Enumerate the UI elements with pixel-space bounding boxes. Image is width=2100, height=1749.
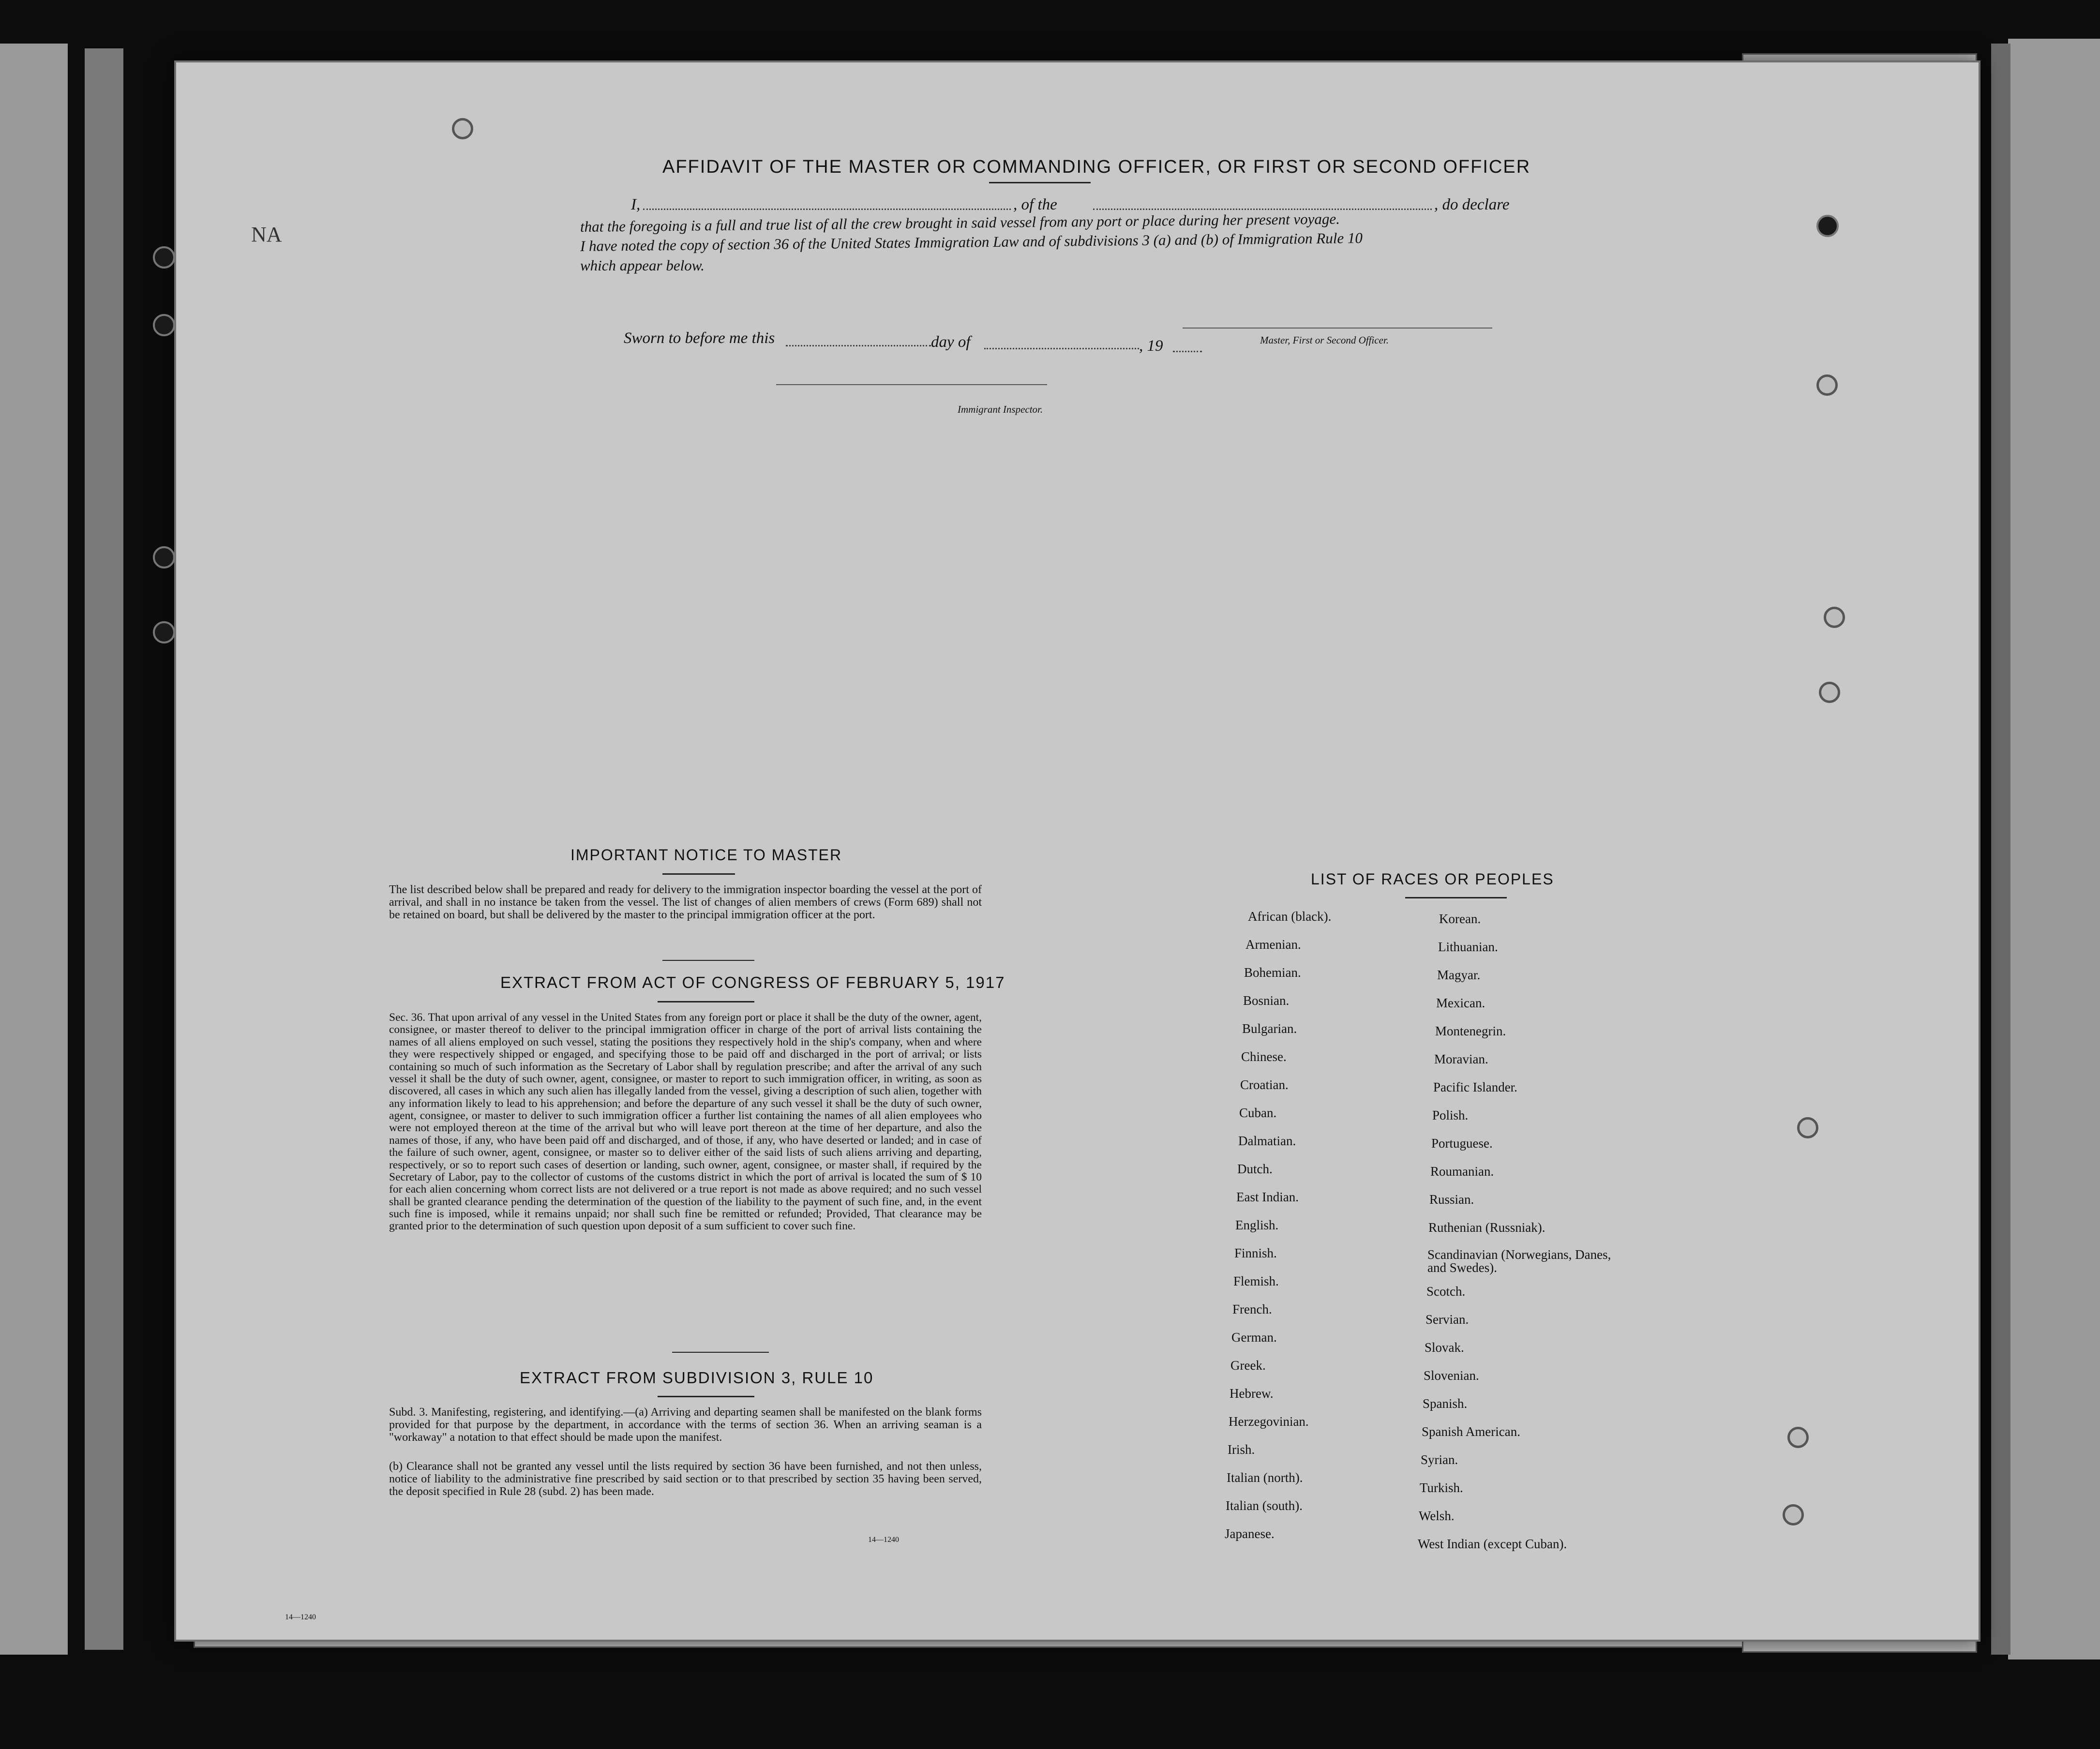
- race-item: Italian (north).: [1227, 1470, 1303, 1485]
- races-title: LIST OF RACES OR PEOPLES: [1311, 870, 1554, 888]
- rule-title-rule: [658, 1396, 754, 1397]
- act-end-rule: [672, 1352, 769, 1353]
- notice-title: IMPORTANT NOTICE TO MASTER: [570, 846, 842, 864]
- officer-signature-line: [1183, 328, 1492, 329]
- act-text: Sec. 36. That upon arrival of any vessel in the United States from any foreign port or place it shall be the duty of the owner, agent, consignee, or master thereof to deliver to the principal immigration officer in charge of the port of arrival lists containing the names of all aliens employed on such vessel, stating the positions they respectively hold in the ship's company, when and where they were respectively shipped or engaged, and specifying those to be paid off and discharged in the port of arrival; or lists containing so much of such information as the Secretary of Labor shall by regulation prescribe; and after the arrival of any such vessel it shall be the duty of such owner, agent, consignee, or master to report to such immigration officer, in writing, as soon as discovered, all cases in which any such alien has illegally landed from the vessel, giving a description of such alien, together with any information likely to lead to his apprehension; and before the departure of any such vessel it shall be the duty of such owner, agent, consignee, or master to deliver to such immigration officer a further list containing the names of all alien employees who were not employed thereon at the time of the arrival but who will leave port thereon at the time of her departure, and also the names of those, if any, who have been paid off and discharged, and of those, if any, who have deserted or landed; and in case of the failure of such owner, agent, consignee, or master so to deliver either of the said lists of such aliens arriving and departing, respectively, or so to report such cases of desertion or landing, such owner, agent, consignee, or master shall, if required by the Secretary of Labor, pay to the collector of customs of the customs district in which the port of arrival is located the sum of $ 10 for each alien concerning whom correct lists are not delivered or a true report is not made as above required; and no such vessel shall be granted clearance pending the determination of the question of the liability to the payment of such fine, and, in the event such fine is imposed, while it remains unpaid; nor shall such fine be remitted or refunded; Provided, That clearance may be granted prior to the determination of such question upon deposit of a sum sufficient to cover such fine.: [389, 1011, 982, 1233]
- race-item: Lithuanian.: [1438, 940, 1498, 954]
- race-item: Portuguese.: [1431, 1136, 1493, 1151]
- race-item: Welsh.: [1419, 1509, 1455, 1523]
- sworn-day-line: [786, 345, 931, 346]
- race-item: Spanish American.: [1422, 1424, 1520, 1439]
- left-adjacent-sheet: [0, 44, 68, 1655]
- race-item: Turkish.: [1420, 1480, 1463, 1495]
- race-item: Russian.: [1429, 1192, 1474, 1207]
- race-item: Croatian.: [1240, 1077, 1289, 1092]
- race-item: Hebrew.: [1230, 1386, 1274, 1401]
- notice-text: The list described below shall be prepared and ready for delivery to the immigration inspector boarding the vessel at the port of arrival, and shall in no instance be taken from the vessel. The list of changes of alien members of crews (Form 689) shall not be retained on board, but shall be delivered by the master to the principal immigration officer at the port.: [389, 883, 982, 921]
- inspector-signature-line: [776, 384, 1047, 385]
- race-item: Dalmatian.: [1238, 1134, 1296, 1148]
- left-binder-strip: [85, 48, 123, 1650]
- sworn-day-of: day of: [931, 333, 971, 351]
- punch-hole: [1787, 1427, 1809, 1448]
- punch-hole: [153, 546, 175, 568]
- affidavit-do-declare: , do declare: [1434, 196, 1510, 213]
- rule-title: EXTRACT FROM SUBDIVISION 3, RULE 10: [520, 1369, 874, 1387]
- race-item: Moravian.: [1434, 1052, 1488, 1066]
- affidavit-of-the: , of the: [1013, 196, 1057, 213]
- rule-form-number: 14—1240: [868, 1536, 899, 1544]
- right-binder-strip: [1991, 44, 2010, 1655]
- race-item: Armenian.: [1245, 937, 1301, 952]
- sworn-text: Sworn to before me this: [624, 329, 775, 347]
- race-item: English.: [1235, 1218, 1279, 1232]
- race-item: Pacific Islander.: [1433, 1080, 1517, 1094]
- race-item: Servian.: [1425, 1312, 1469, 1327]
- inspector-label: Immigrant Inspector.: [958, 404, 1043, 415]
- race-item: East Indian.: [1236, 1190, 1299, 1204]
- race-item: African (black).: [1248, 909, 1332, 924]
- race-item: Polish.: [1432, 1108, 1469, 1122]
- affidavit-vessel-line: [1093, 209, 1432, 210]
- race-item: French.: [1232, 1302, 1272, 1316]
- race-item: Scotch.: [1426, 1284, 1466, 1299]
- punch-hole: [1783, 1504, 1804, 1525]
- race-item: West Indian (except Cuban).: [1418, 1537, 1567, 1551]
- affidavit-name-line: [643, 209, 1011, 210]
- race-item: Slovenian.: [1424, 1368, 1479, 1383]
- punch-hole: [153, 314, 175, 336]
- affidavit-text-line2: that the foregoing is a full and true list of all the crew brought in said vessel from any port or place during her present voyage.: [580, 210, 1340, 235]
- affidavit-text-line3: I have noted the copy of section 36 of the United States Immigration Law and of subdivisions 3 (a) and (b) of Immigration Rule 10: [580, 229, 1363, 254]
- race-item: Dutch.: [1237, 1162, 1273, 1176]
- punch-hole: [1824, 607, 1845, 628]
- race-item: Japanese.: [1225, 1526, 1275, 1541]
- punch-hole: [1816, 215, 1839, 237]
- punch-hole: [1797, 1117, 1818, 1138]
- affidavit-text-line4: which appear below.: [580, 257, 705, 274]
- sworn-month-line: [984, 348, 1139, 349]
- rule-text-a: Subd. 3. Manifesting, registering, and identifying.—(a) Arriving and departing seamen shall be manifested on the blank forms provided for that purpose by the department, in accordance with the terms of section 36. When an arriving seaman is a "workaway" a notation to that effect should be made upon the manifest.: [389, 1406, 982, 1444]
- race-item: Magyar.: [1437, 968, 1481, 982]
- affidavit-title: AFFIDAVIT OF THE MASTER OR COMMANDING OFFICER, OR FIRST OR SECOND OFFICER: [662, 157, 1531, 177]
- margin-mark: NA: [251, 223, 282, 246]
- sworn-year: , 19: [1139, 337, 1163, 355]
- rule-text-b: (b) Clearance shall not be granted any vessel until the lists required by section 36 have been furnished, and not then unless, notice of liability to the administrative fine prescribed by said section or to that prescribed by section 35 having been served, the deposit specified in Rule 28 (subd. 2) has been made.: [389, 1460, 982, 1498]
- right-adjacent-sheet: [2008, 39, 2100, 1659]
- officer-label: Master, First or Second Officer.: [1260, 334, 1389, 346]
- race-item: Roumanian.: [1430, 1164, 1494, 1179]
- race-item: Ruthenian (Russniak).: [1428, 1220, 1545, 1235]
- act-title: EXTRACT FROM ACT OF CONGRESS OF FEBRUARY 5, 1917: [500, 973, 1005, 991]
- race-item: Italian (south).: [1226, 1498, 1303, 1513]
- races-title-rule: [1405, 897, 1507, 898]
- race-item: Bulgarian.: [1242, 1021, 1297, 1036]
- affidavit-i: I,: [631, 196, 641, 213]
- form-sheet: [174, 60, 1980, 1642]
- race-item: Montenegrin.: [1435, 1024, 1506, 1038]
- race-item: Mexican.: [1436, 996, 1485, 1010]
- race-item: Cuban.: [1239, 1106, 1277, 1120]
- race-item: German.: [1231, 1330, 1277, 1345]
- race-item: Greek.: [1230, 1358, 1266, 1373]
- punch-hole: [153, 246, 175, 269]
- race-item: Finnish.: [1234, 1246, 1277, 1260]
- race-item: Korean.: [1439, 912, 1481, 926]
- race-item: Scandinavian (Norwegians, Danes, and Swedes).: [1427, 1247, 1611, 1275]
- race-item: Bohemian.: [1244, 965, 1301, 980]
- race-item: Flemish.: [1233, 1274, 1279, 1288]
- punch-hole: [153, 621, 175, 643]
- race-item: Slovak.: [1425, 1340, 1464, 1355]
- race-item: Chinese.: [1241, 1049, 1287, 1064]
- punch-hole: [1816, 374, 1838, 396]
- act-title-rule: [658, 1001, 754, 1002]
- punch-hole: [1819, 682, 1840, 703]
- race-item: Herzegovinian.: [1229, 1414, 1309, 1429]
- affidavit-title-rule: [989, 182, 1091, 183]
- sworn-year-line: [1173, 351, 1202, 352]
- race-item: Syrian.: [1421, 1452, 1458, 1467]
- race-item: Bosnian.: [1243, 993, 1290, 1008]
- notice-end-rule: [662, 960, 754, 961]
- race-item: Spanish.: [1423, 1396, 1468, 1411]
- race-item: Irish.: [1228, 1442, 1255, 1457]
- punch-hole: [452, 118, 473, 139]
- notice-title-rule: [662, 873, 735, 875]
- footer-form-number: 14—1240: [285, 1613, 316, 1621]
